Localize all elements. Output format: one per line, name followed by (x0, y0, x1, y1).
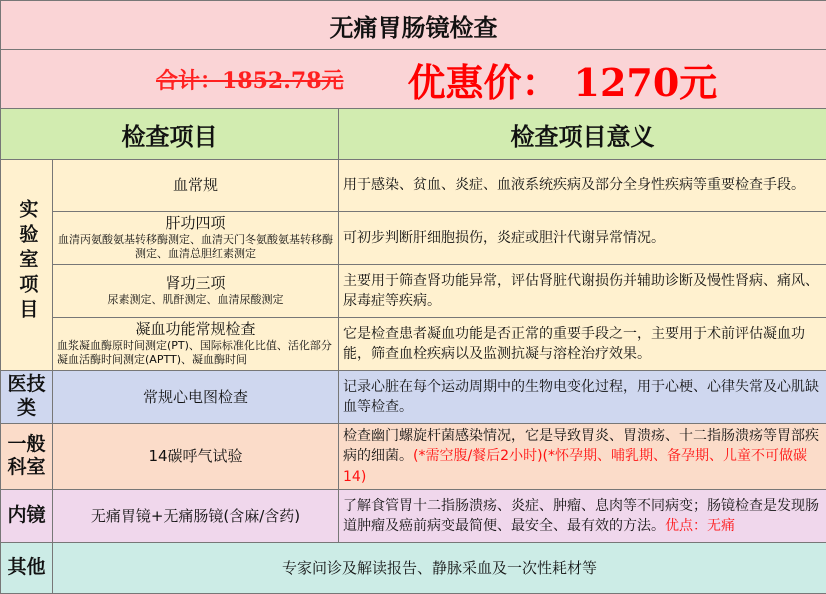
item-name: 无痛胃镜+无痛肠镜(含麻/含药) (91, 507, 300, 525)
category-medtech: 医技类 (1, 371, 53, 424)
category-lab (1, 160, 53, 371)
header-meaning: 检查项目意义 (339, 109, 826, 160)
item-name: 肾功三项 (165, 274, 225, 292)
meaning-note: 优点：无痛 (665, 518, 735, 534)
item-name: 肝功四项 (165, 214, 225, 232)
item-name: 常规心电图检查 (143, 388, 248, 406)
header-item: 检查项目 (1, 109, 339, 160)
category-general: 一般科室 (1, 424, 53, 490)
meaning-cell: 可初步判断肝细胞损伤，炎症或胆汁代谢异常情况。 (339, 212, 826, 265)
meaning-cell: 它是检查患者凝血功能是否正常的重要手段之一，主要用于术前评估凝血功能，筛查血栓疾病以及监测抗凝与溶栓治疗效果。 (339, 318, 826, 371)
item-cell (53, 318, 339, 371)
category-other: 其他 (1, 542, 53, 593)
item-detail: 血清丙氨酸氨基转移酶测定、血清天门冬氨酸氨基转移酶测定、血清总胆红素测定 (53, 233, 338, 262)
item-name: 凝血功能常规检查 (135, 320, 255, 338)
price-banner (1, 50, 826, 109)
meaning-text: 检查幽门螺旋杆菌感染情况，它是导致胃炎、胃溃疡、十二指肠溃疡等胃部疾病的细菌。 (343, 428, 819, 464)
item-name: 血常规 (173, 176, 218, 194)
meaning-cell: 用于感染、贫血、炎症、血液系统疾病及部分全身性疾病等重要检查手段。 (339, 160, 826, 212)
item-detail: 尿素测定、肌酐测定、血清尿酸测定 (53, 293, 338, 307)
item-cell (53, 489, 339, 542)
original-price: 合计：1852.78元 (156, 64, 344, 95)
other-items: 专家问诊及解读报告、静脉采血及一次性耗材等 (53, 542, 826, 593)
page-title: 无痛胃肠镜检查 (1, 1, 826, 50)
category-endoscopy: 内镜 (1, 489, 53, 542)
item-name: 14碳呼气试验 (148, 447, 242, 465)
item-cell (53, 371, 339, 424)
meaning-cell: 记录心脏在每个运动周期中的生物电变化过程，用于心梗、心律失常及心肌缺血等检查。 (339, 371, 826, 424)
item-detail: 血浆凝血酶原时间测定(PT)、国际标准化比值、活化部分凝血活酶时间测定(APTT)、凝血酶时间 (53, 339, 338, 368)
category-lab-label: 实验室项目 (15, 199, 39, 324)
sale-price-value: 1270元 (574, 52, 718, 107)
sale-price-label: 优惠价： (408, 52, 560, 107)
meaning-cell (339, 424, 826, 490)
item-cell (53, 265, 339, 318)
meaning-cell: 主要用于筛查肾功能异常，评估肾脏代谢损伤并辅助诊断及慢性肾病、痛风、尿毒症等疾病。 (339, 265, 826, 318)
meaning-text: 了解食管胃十二指肠溃疡、炎症、肿瘤、息肉等不同病变；肠镜检查是发现肠道肿瘤及癌前病变最简便、最安全、最有效的方法。 (343, 498, 819, 534)
meaning-cell (339, 489, 826, 542)
meaning-note: (*需空腹/餐后2小时)(*怀孕期、哺乳期、备孕期、儿童不可做碳14) (343, 448, 807, 484)
item-cell (53, 212, 339, 265)
item-cell (53, 160, 339, 212)
item-cell (53, 424, 339, 490)
